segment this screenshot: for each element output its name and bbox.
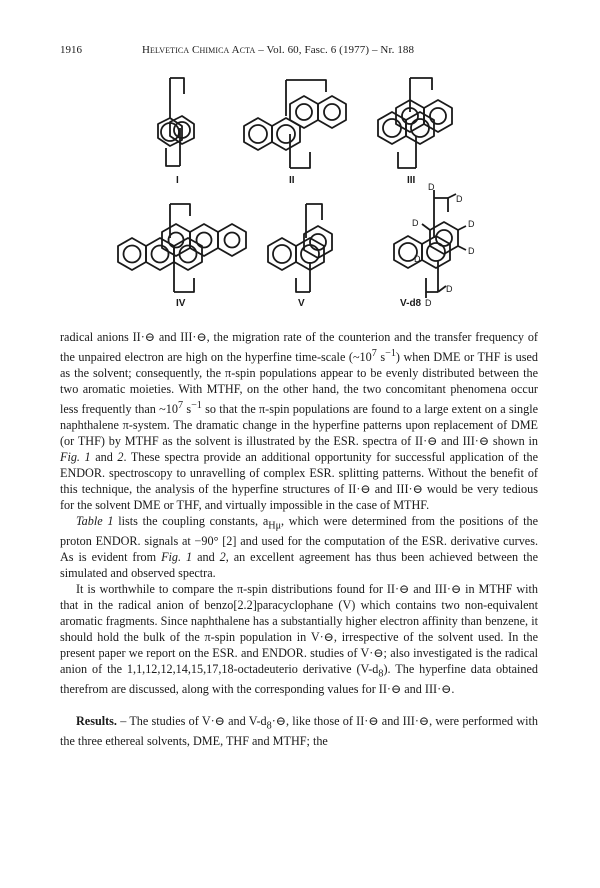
paragraph-1: radical anions II·⊖ and III·⊖, the migration rate of the counterion and the transfer frequency of the unpaired electron are high on the hyperfine time-scale ($\sim 10^7$ $s^{-1}$) when DME or THF is used as the solvent; consequently, the π-spin populations appear to be evenly distributed between the two aromatic moieties. With MTHF, on the other hand, the two concomitant phenomena occur less frequently than $\sim 10^7$ $s^{-1}$ so that the π-spin populations are found to a large extent on a single naphthalene π-system. The dramatic change in the hyperfine patterns upon replacement of DME (or THF) by MTHF as the solvent is illustrated by the ESR. spectra of II·⊖ and III·⊖ shown in Fig. 1 and 2. These spectra provide an additional opportunity for successful application of the ENDOR. spectroscopy to unravelling of complex ESR. splitting patterns. Without the benefit of this technique, the analysis of the hyperfine structures of II·⊖ and III·⊖ would be very tedious for the solvent DME or THF, and virtually impossible in the case of MTHF. bbox=[60, 330, 539, 512]
section-heading: Results. bbox=[76, 713, 117, 728]
fig-ref: 2 bbox=[117, 449, 124, 464]
fig-ref: Fig. 1 bbox=[161, 549, 193, 564]
deuterium-label: D bbox=[412, 218, 419, 228]
table-ref: Table 1 bbox=[76, 513, 114, 528]
label-I: I bbox=[176, 175, 179, 186]
deuterium-label: D bbox=[468, 219, 475, 229]
structure-III bbox=[370, 72, 470, 172]
structure-V-d8 bbox=[380, 180, 490, 300]
page-number: 1916 bbox=[60, 44, 82, 56]
fig-ref: Fig. 1 bbox=[60, 449, 91, 464]
label-II: II bbox=[289, 175, 295, 186]
structure-IV bbox=[112, 196, 252, 296]
deuterium-label: D bbox=[446, 284, 453, 294]
paragraph-4: Results. – The studies of V·⊖ and $V-d_8\cdot⊖$, like those of II·⊖ and III·⊖, were performed with the three ethereal solvents, DME, THF and MTHF; the bbox=[60, 713, 538, 749]
journal-name: Helvetica Chimica Acta bbox=[142, 44, 256, 56]
fig-ref: 2 bbox=[219, 549, 226, 564]
structure-II bbox=[238, 72, 368, 172]
label-V-d8: V-d8 bbox=[400, 298, 422, 309]
structure-V bbox=[260, 196, 350, 296]
journal-citation bbox=[142, 44, 414, 56]
paragraph-2: Table 1 lists the coupling constants, $a_{H\mu}$, which were determined from the positions of the proton ENDOR. signals at −90° [2] and used for the computation of the ESR. derivative curves. As is evident from Fig. 1 and 2, an excellent agreement has thus been achieved between the simulated and observed spectra. bbox=[60, 513, 538, 580]
volume-info: – Vol. 60, Fasc. 6 (1977) – Nr. 188 bbox=[255, 44, 415, 56]
body-text bbox=[60, 330, 538, 750]
deuterium-label: D bbox=[425, 298, 432, 308]
deuterium-label: D bbox=[428, 182, 435, 192]
label-V: V bbox=[298, 298, 305, 309]
label-IV: IV bbox=[176, 298, 186, 309]
deuterium-label: D bbox=[456, 194, 463, 204]
deuterium-label: D bbox=[468, 246, 475, 256]
structure-I bbox=[140, 72, 220, 172]
running-header bbox=[60, 44, 540, 60]
paragraph-3: It is worthwhile to compare the π-spin distributions found for II·⊖ and III·⊖ in MTHF with that in the radical anion of benzo[2.2]paracyclophane (V) which contains two non-equivalent aromatic fragments. Since naphthalene has a substantially higher electron affinity than benzene, it should hold the bulk of the π-spin population in V·⊖, irrespective of the solvent used. In the present paper we report on the ESR. and ENDOR. studies of V·⊖; also investigated is the radical anion of the 1,1,12,12,14,15,17,18-octadeuterio derivative $(V-d_8)$. The hyperfine data obtained therefrom are discussed, along with the corresponding values for II·⊖ and III·⊖. bbox=[60, 581, 539, 697]
label-III: III bbox=[407, 175, 416, 186]
deuterium-label: D bbox=[414, 254, 421, 264]
